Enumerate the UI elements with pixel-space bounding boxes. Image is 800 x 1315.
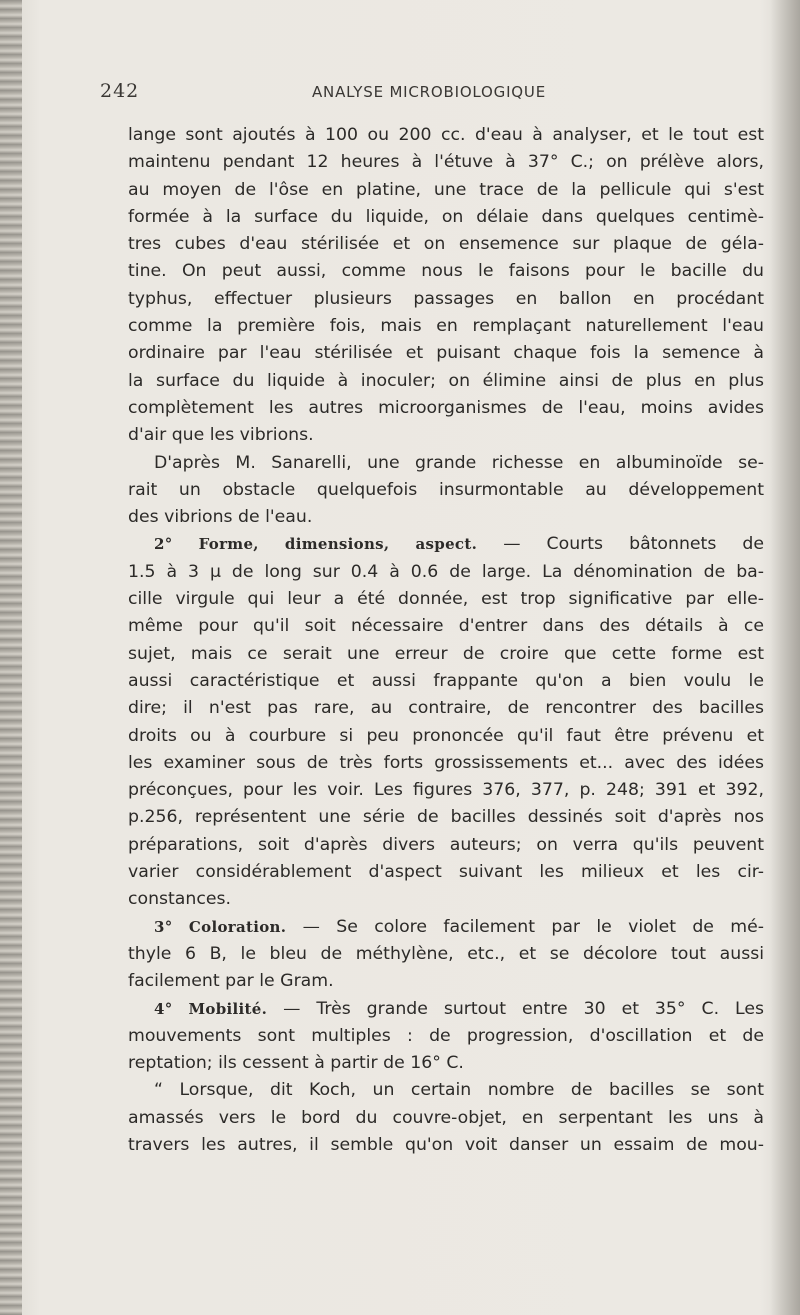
paragraph-continuation bbox=[128, 122, 764, 450]
text-line bbox=[128, 531, 764, 558]
section-coloration bbox=[128, 914, 764, 996]
text-line bbox=[128, 996, 764, 1023]
heading-rest: — Se colore facilement par le violet de mé- bbox=[302, 916, 764, 937]
text-line: droits ou à courbure si peu prononcée qu'il faut être prévenu et bbox=[128, 725, 764, 746]
text-line: varier considérablement d'aspect suivant les milieux et les cir- bbox=[128, 862, 764, 883]
text-line: D'après M. Sanarelli, une grande richesse en albuminoïde se- bbox=[154, 452, 764, 473]
text-line: reptation; ils cessent à partir de 16° C. bbox=[128, 1053, 464, 1074]
paragraph-koch-quote bbox=[128, 1077, 764, 1159]
text-line: p.256, représentent une série de bacilles dessinés soit d'après nos bbox=[128, 807, 764, 828]
binding-edge bbox=[0, 0, 22, 1315]
text-line: travers les autres, il semble qu'on voit danser un essaim de mou- bbox=[128, 1134, 764, 1155]
section-heading: 2° Forme, dimensions, aspect. bbox=[154, 535, 478, 554]
section-forme bbox=[128, 531, 764, 913]
heading-rest: — Très grande surtout entre 30 et 35° C. Les bbox=[283, 998, 765, 1019]
text-line: “ Lorsque, dit Koch, un certain nombre de bacilles se sont bbox=[154, 1080, 764, 1101]
text-line: la surface du liquide à inoculer; on élimine ainsi de plus en plus bbox=[128, 370, 764, 391]
text-line: les examiner sous de très forts grossissements et... avec des idées bbox=[128, 752, 764, 773]
text-line: facilement par le Gram. bbox=[128, 971, 334, 992]
text-line: même pour qu'il soit nécessaire d'entrer dans des détails à ce bbox=[128, 616, 764, 637]
page-number: 242 bbox=[100, 80, 140, 102]
text-line: dire; il n'est pas rare, au contraire, de rencontrer des bacilles bbox=[128, 698, 764, 719]
text-line: comme la première fois, mais en remplaçant naturellement l'eau bbox=[128, 316, 764, 337]
page-edge-shadow bbox=[770, 0, 800, 1315]
text-line: formée à la surface du liquide, on délaie dans quelques centimè- bbox=[128, 206, 764, 227]
text-line: constances. bbox=[128, 889, 231, 910]
text-line: d'air que les vibrions. bbox=[128, 425, 314, 446]
paragraph-sanarelli bbox=[128, 450, 764, 532]
text-line: ordinaire par l'eau stérilisée et puisant chaque fois la semence à bbox=[128, 343, 764, 364]
section-heading: 3° Coloration. bbox=[154, 917, 287, 936]
section-mobilite bbox=[128, 996, 764, 1078]
text-line: complètement les autres microorganismes de l'eau, moins avides bbox=[128, 397, 764, 418]
text-line: tres cubes d'eau stérilisée et on ensemence sur plaque de géla- bbox=[128, 234, 764, 255]
section-heading: 4° Mobilité. bbox=[154, 999, 268, 1018]
text-line: préparations, soit d'après divers auteurs; on verra qu'ils peuvent bbox=[128, 834, 764, 855]
text-line: cille virgule qui leur a été donnée, est trop significative par elle- bbox=[128, 589, 764, 610]
text-line: tine. On peut aussi, comme nous le faisons pour le bacille du bbox=[128, 261, 764, 282]
text-line: lange sont ajoutés à 100 ou 200 cc. d'eau à analyser, et le tout est bbox=[128, 125, 764, 145]
text-line: préconçues, pour les voir. Les figures 376, 377, p. 248; 391 et 392, bbox=[128, 780, 764, 801]
heading-rest: — Courts bâtonnets de bbox=[503, 534, 764, 555]
text-line: typhus, effectuer plusieurs passages en ballon en procédant bbox=[128, 288, 764, 309]
text-line: sujet, mais ce serait une erreur de croire que cette forme est bbox=[128, 643, 764, 664]
running-title: ANALYSE MICROBIOLOGIQUE bbox=[312, 83, 546, 101]
text-line: au moyen de l'ôse en platine, une trace de la pellicule qui s'est bbox=[128, 179, 764, 200]
text-line: aussi caractéristique et aussi frappante qu'on a bien voulu le bbox=[128, 670, 764, 691]
body-text bbox=[128, 122, 764, 1159]
text-line: mouvements sont multiples : de progression, d'oscillation et de bbox=[128, 1025, 764, 1046]
page-header bbox=[0, 80, 800, 110]
text-line: thyle 6 B, le bleu de méthylène, etc., et se décolore tout aussi bbox=[128, 943, 764, 964]
text-line: des vibrions de l'eau. bbox=[128, 507, 313, 528]
text-line bbox=[128, 914, 764, 941]
text-line: rait un obstacle quelquefois insurmontable au développement bbox=[128, 479, 764, 500]
text-line: 1.5 à 3 μ de long sur 0.4 à 0.6 de large. La dénomination de ba- bbox=[128, 561, 764, 582]
text-line: amassés vers le bord du couvre-objet, en serpentant les uns à bbox=[128, 1107, 764, 1128]
text-line: maintenu pendant 12 heures à l'étuve à 37° C.; on prélève alors, bbox=[128, 152, 764, 173]
